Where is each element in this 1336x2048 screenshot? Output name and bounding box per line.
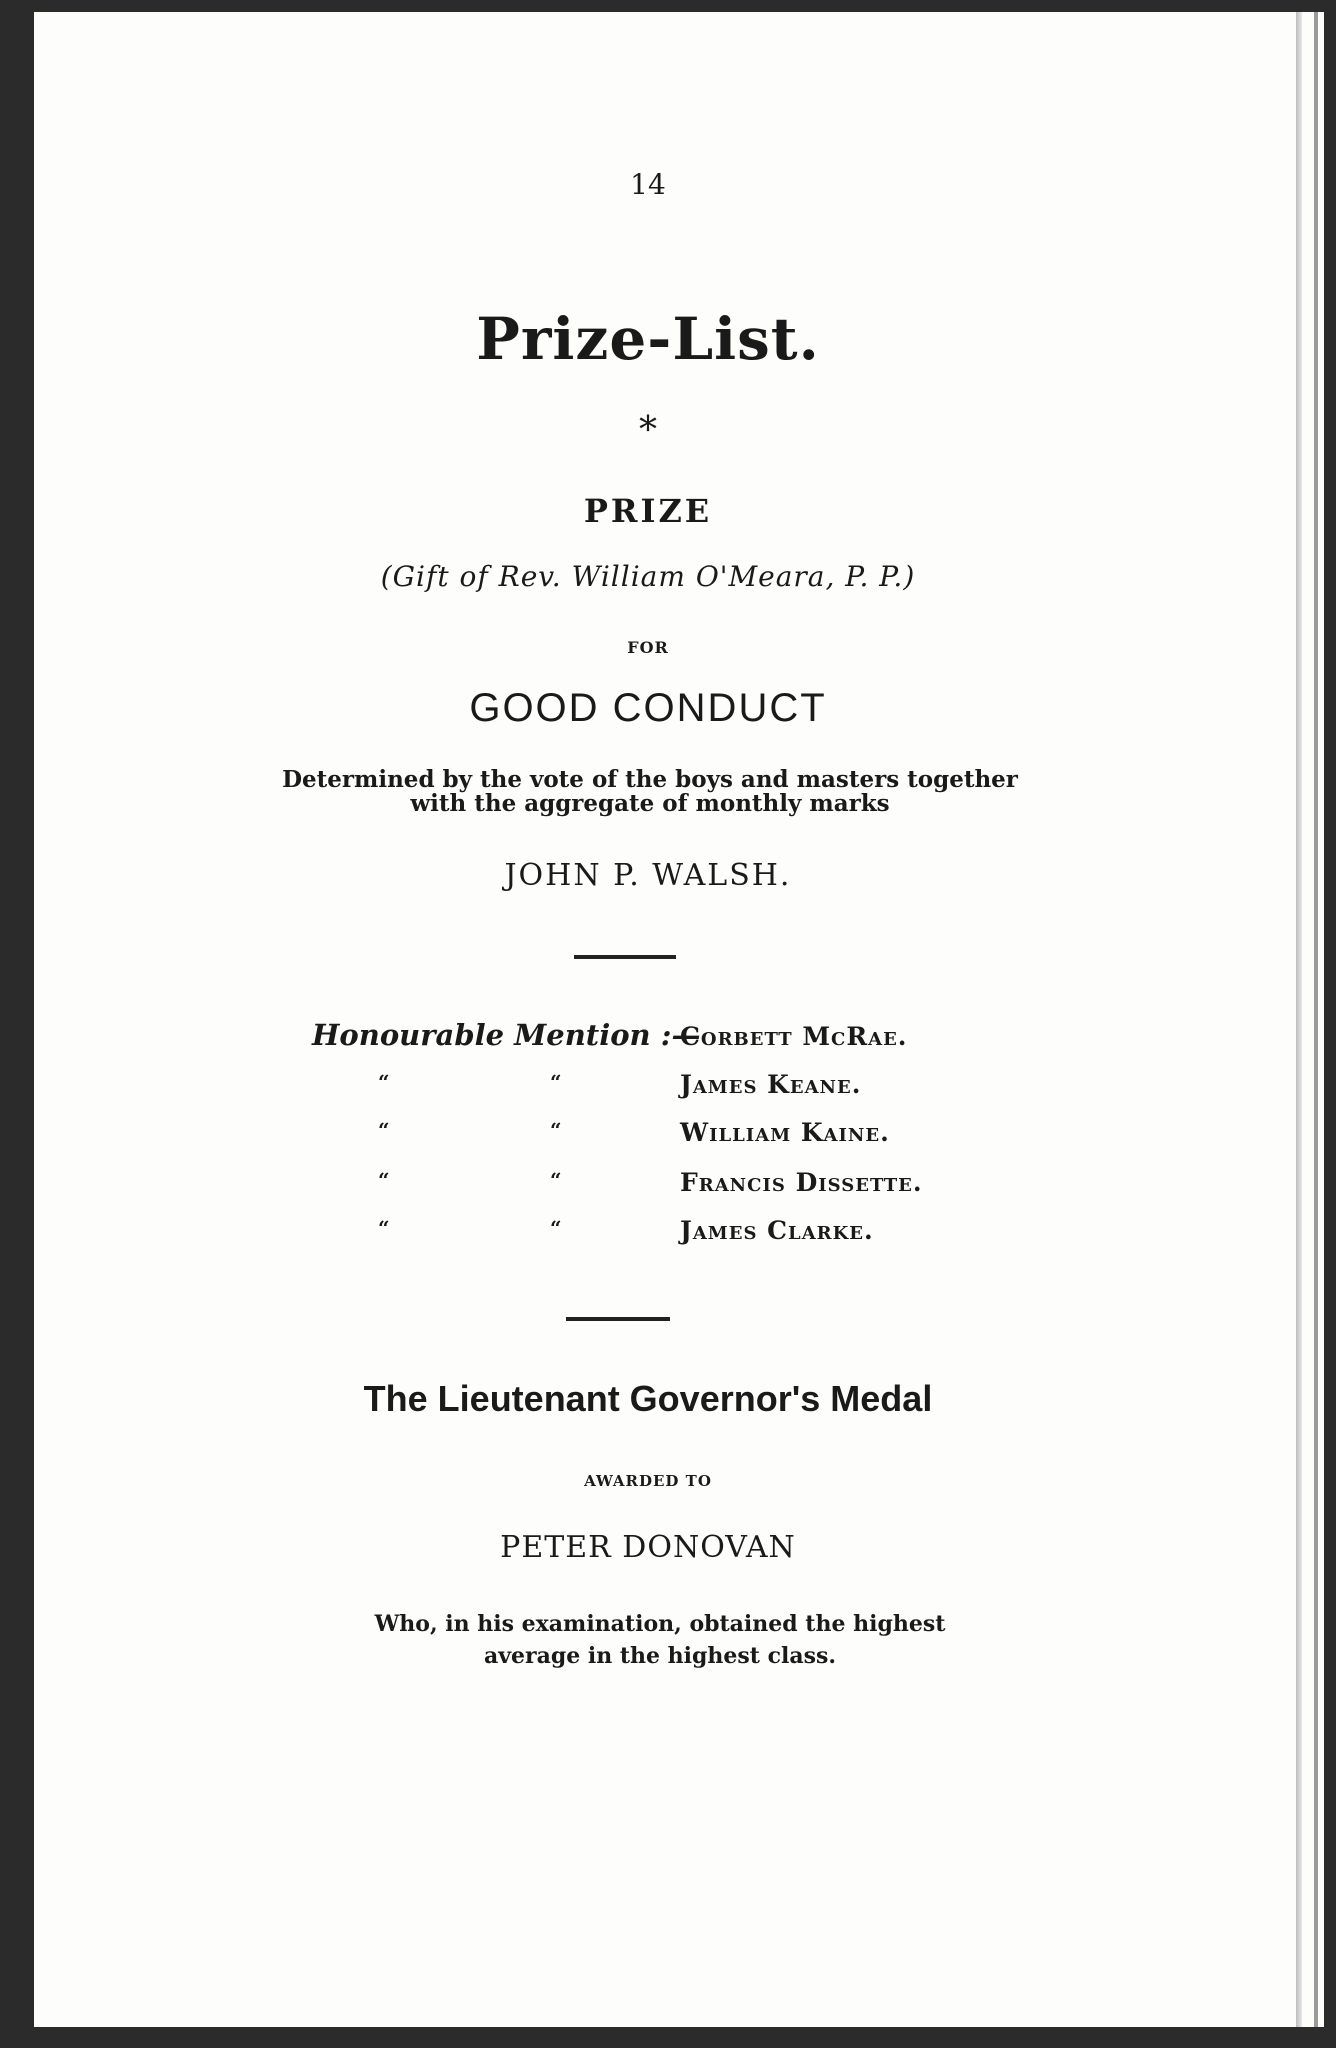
determination-text	[240, 768, 1060, 816]
medal-description-line-2: average in the highest class.	[483, 1643, 837, 1669]
ditto-mark: “	[550, 1070, 562, 1094]
ditto-mark: “	[378, 1070, 390, 1094]
mention-name: Corbett McRae.	[680, 1022, 908, 1051]
awarded-label: AWARDED TO	[584, 1472, 712, 1490]
mention-name: James Keane.	[680, 1070, 862, 1099]
determination-line-1: Determined by the vote of the boys and masters together	[282, 766, 1018, 793]
honourable-mention-label: Honourable Mention :—	[312, 1018, 701, 1052]
page-title: Prize-List.	[476, 305, 820, 373]
divider-rule	[574, 955, 676, 959]
medal-description	[250, 1608, 1070, 1672]
honourable-mention-list	[0, 1018, 1296, 1258]
divider-rule	[566, 1317, 670, 1321]
winner-name: JOHN P. WALSH.	[504, 858, 792, 893]
mention-name: Francis Dissette.	[680, 1168, 923, 1197]
medal-heading: The Lieutenant Governor's Medal	[363, 1378, 933, 1419]
determination-line-2: with the aggregate of monthly marks	[410, 790, 890, 817]
ditto-mark: “	[378, 1216, 390, 1240]
ditto-mark: “	[378, 1118, 390, 1142]
page-number: 14	[630, 168, 666, 201]
gift-line: (Gift of Rev. William O'Meara, P. P.)	[380, 560, 916, 593]
ditto-mark: “	[550, 1118, 562, 1142]
medal-description-line-1: Who, in his examination, obtained the highest	[374, 1611, 946, 1637]
medal-recipient: PETER DONOVAN	[500, 1530, 796, 1565]
mention-name: James Clarke.	[680, 1216, 874, 1245]
ditto-mark: “	[550, 1216, 562, 1240]
page-edge-shadow	[1314, 12, 1318, 2027]
mention-name: William Kaine.	[680, 1118, 890, 1147]
ditto-mark: “	[378, 1168, 390, 1192]
for-label: FOR	[627, 638, 669, 657]
ditto-mark: “	[550, 1168, 562, 1192]
category-heading: GOOD CONDUCT	[469, 686, 827, 730]
prize-heading: PRIZE	[583, 492, 713, 530]
ornament-asterisk: *	[639, 410, 657, 451]
page-edge	[1296, 12, 1302, 2027]
